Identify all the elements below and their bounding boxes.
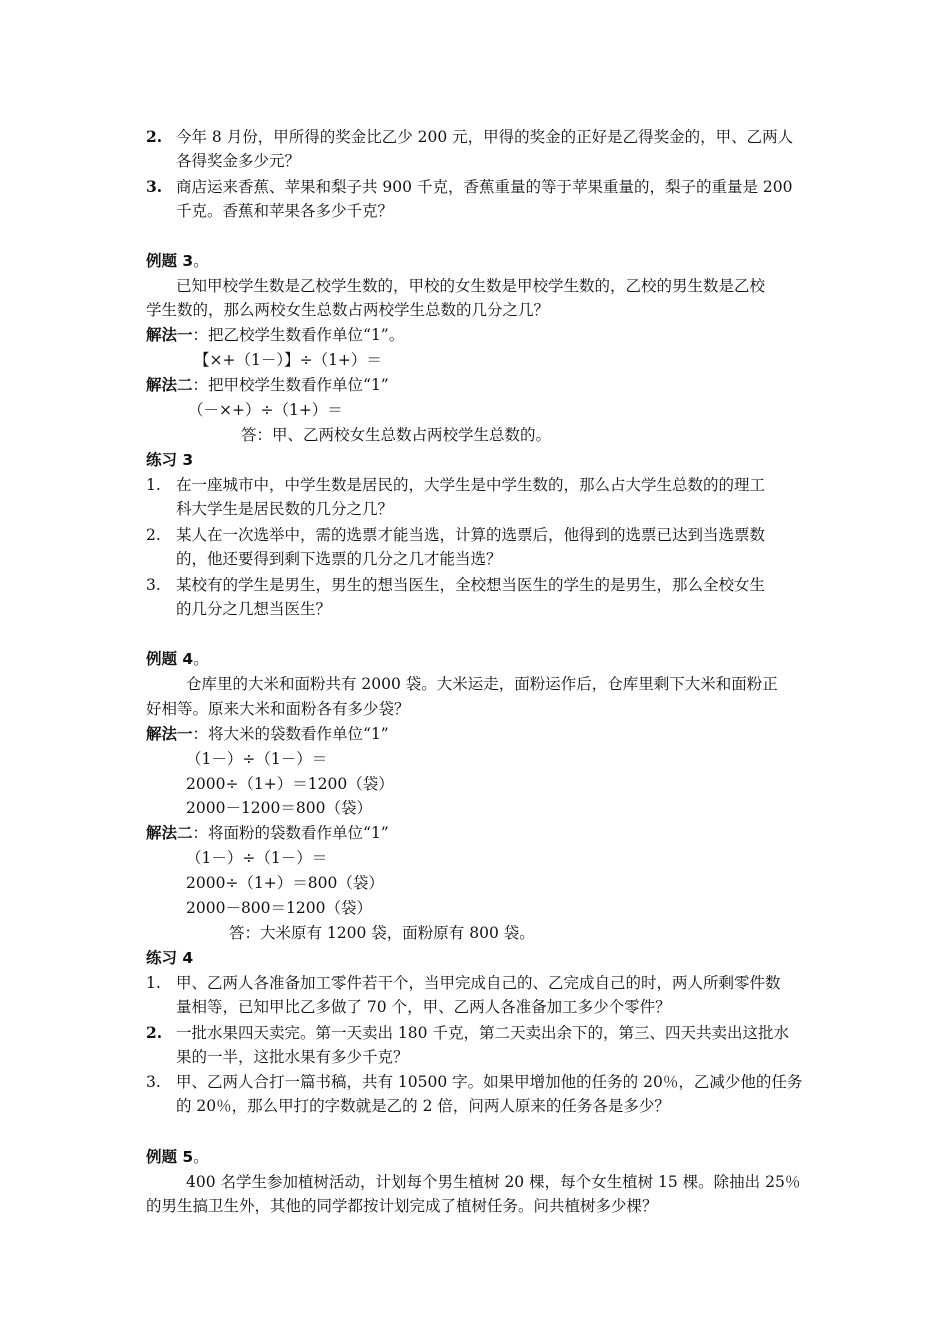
method-label: 解法一 [146,326,193,344]
item-number: 2. [146,127,163,146]
question-line: 在一座城市中，中学生数是居民的，大学生是中学生数的，那么占大学生总数的的理工 [176,476,766,494]
question-line: 一批水果四天卖完。第一天卖出 180 千克，第二天卖出余下的，第三、四天共卖出这批水 [176,1024,789,1042]
formula-line: （1－）÷（1－）＝ [186,849,328,867]
example-4-heading [146,649,209,669]
item-number: 3. [146,1073,161,1091]
example-heading-label: 例题 4 [146,650,194,668]
item-number: 3. [146,576,161,594]
practice-3-heading: 练习 3 [146,451,194,469]
item-number: 1. [146,476,161,494]
question-line: 科大学生是居民数的几分之几？ [176,500,394,518]
item-number: 2. [146,1023,163,1042]
question-line: 各得奖金多少元？ [176,152,301,170]
item-number: 1. [146,974,161,992]
formula-line: （－×+）÷（1+）＝ [188,401,343,419]
formula-line: 2000÷（1+）＝1200（袋） [186,775,394,793]
question-line: 果的一半，这批水果有多少千克？ [176,1048,409,1066]
formula-line: 2000÷（1+）＝800（袋） [186,874,384,892]
heading-punct: 。 [193,1148,209,1166]
method-1-line [146,724,389,744]
method-label: 解法二 [146,376,193,394]
answer-line: 答：甲、乙两校女生总数占两校学生总数的。 [241,426,552,444]
question-line: 的，他还要得到剩下选票的几分之几才能当选？ [176,550,502,568]
question-line: 甲、乙两人合打一篇书稿，共有 10500 字。如果甲增加他的任务的 20％，乙减少他的任务 [176,1073,803,1091]
problem-line: 学生数的，那么两校女生总数占两校学生总数的几分之几？ [146,301,550,319]
question-line: 今年 8 月份，甲所得的奖金比乙少 200 元，甲得的奖金的正好是乙得奖金的，甲、乙两人 [176,128,794,146]
problem-line: 已知甲校学生数是乙校学生数的，甲校的女生数是甲校学生数的，乙校的男生数是乙校 [176,277,766,295]
method-label: 解法二 [146,824,193,842]
formula-line: （1－）÷（1－）＝ [186,750,328,768]
item-number: 2. [146,526,161,544]
heading-punct: 。 [193,252,209,270]
question-line: 某校有的学生是男生，男生的想当医生，全校想当医生的学生的是男生，那么全校女生 [176,576,766,594]
method-2-line [146,823,389,843]
practice-4-heading: 练习 4 [146,949,194,967]
answer-line: 答：大米原有 1200 袋，面粉原有 800 袋。 [229,924,535,942]
question-line: 某人在一次选举中，需的选票才能当选，计算的选票后，他得到的选票已达到当选票数 [176,526,766,544]
example-heading-label: 例题 3 [146,252,194,270]
question-line: 商店运来香蕉、苹果和梨子共 900 千克，香蕉重量的等于苹果重量的，梨子的重量是 200 [176,178,793,196]
problem-line: 仓库里的大米和面粉共有 2000 袋。大米运走，面粉运作后，仓库里剩下大米和面粉正 [186,675,778,693]
method-text: ：把乙校学生数看作单位“1”。 [192,326,405,344]
question-line: 甲、乙两人各准备加工零件若干个，当甲完成自己的、乙完成自己的时，两人所剩零件数 [176,974,781,992]
problem-line: 400 名学生参加植树活动，计划每个男生植树 20 棵，每个女生植树 15 棵。除抽出 25％ [186,1173,801,1191]
problem-line: 好相等。原来大米和面粉各有多少袋？ [146,700,410,718]
formula-line: 2000－1200＝800（袋） [186,799,372,817]
item-number: 3. [146,177,163,196]
method-text: ：将大米的袋数看作单位“1” [192,725,389,743]
formula-line: 【×+（1－）】÷（1+）＝ [194,351,382,369]
example-3-heading [146,251,209,271]
method-label: 解法一 [146,725,193,743]
example-heading-label: 例题 5 [146,1148,194,1166]
method-text: ：把甲校学生数看作单位“1” [192,376,389,394]
example-5-heading [146,1147,209,1167]
method-2-line [146,375,389,395]
question-line: 的 20％，那么甲打的字数就是乙的 2 倍，问两人原来的任务各是多少？ [176,1097,670,1115]
question-line: 千克。香蕉和苹果各多少千克？ [176,202,394,220]
formula-line: 2000－800＝1200（袋） [186,899,372,917]
problem-line: 的男生搞卫生外，其他的同学都按计划完成了植树任务。问共植树多少棵？ [146,1197,658,1215]
heading-punct: 。 [193,650,209,668]
question-line: 的几分之几想当医生？ [176,600,332,618]
method-1-line [146,325,404,345]
method-text: ：将面粉的袋数看作单位“1” [192,824,389,842]
question-line: 量相等，已知甲比乙多做了 70 个，甲、乙两人各准备加工多少个零件？ [176,998,671,1016]
